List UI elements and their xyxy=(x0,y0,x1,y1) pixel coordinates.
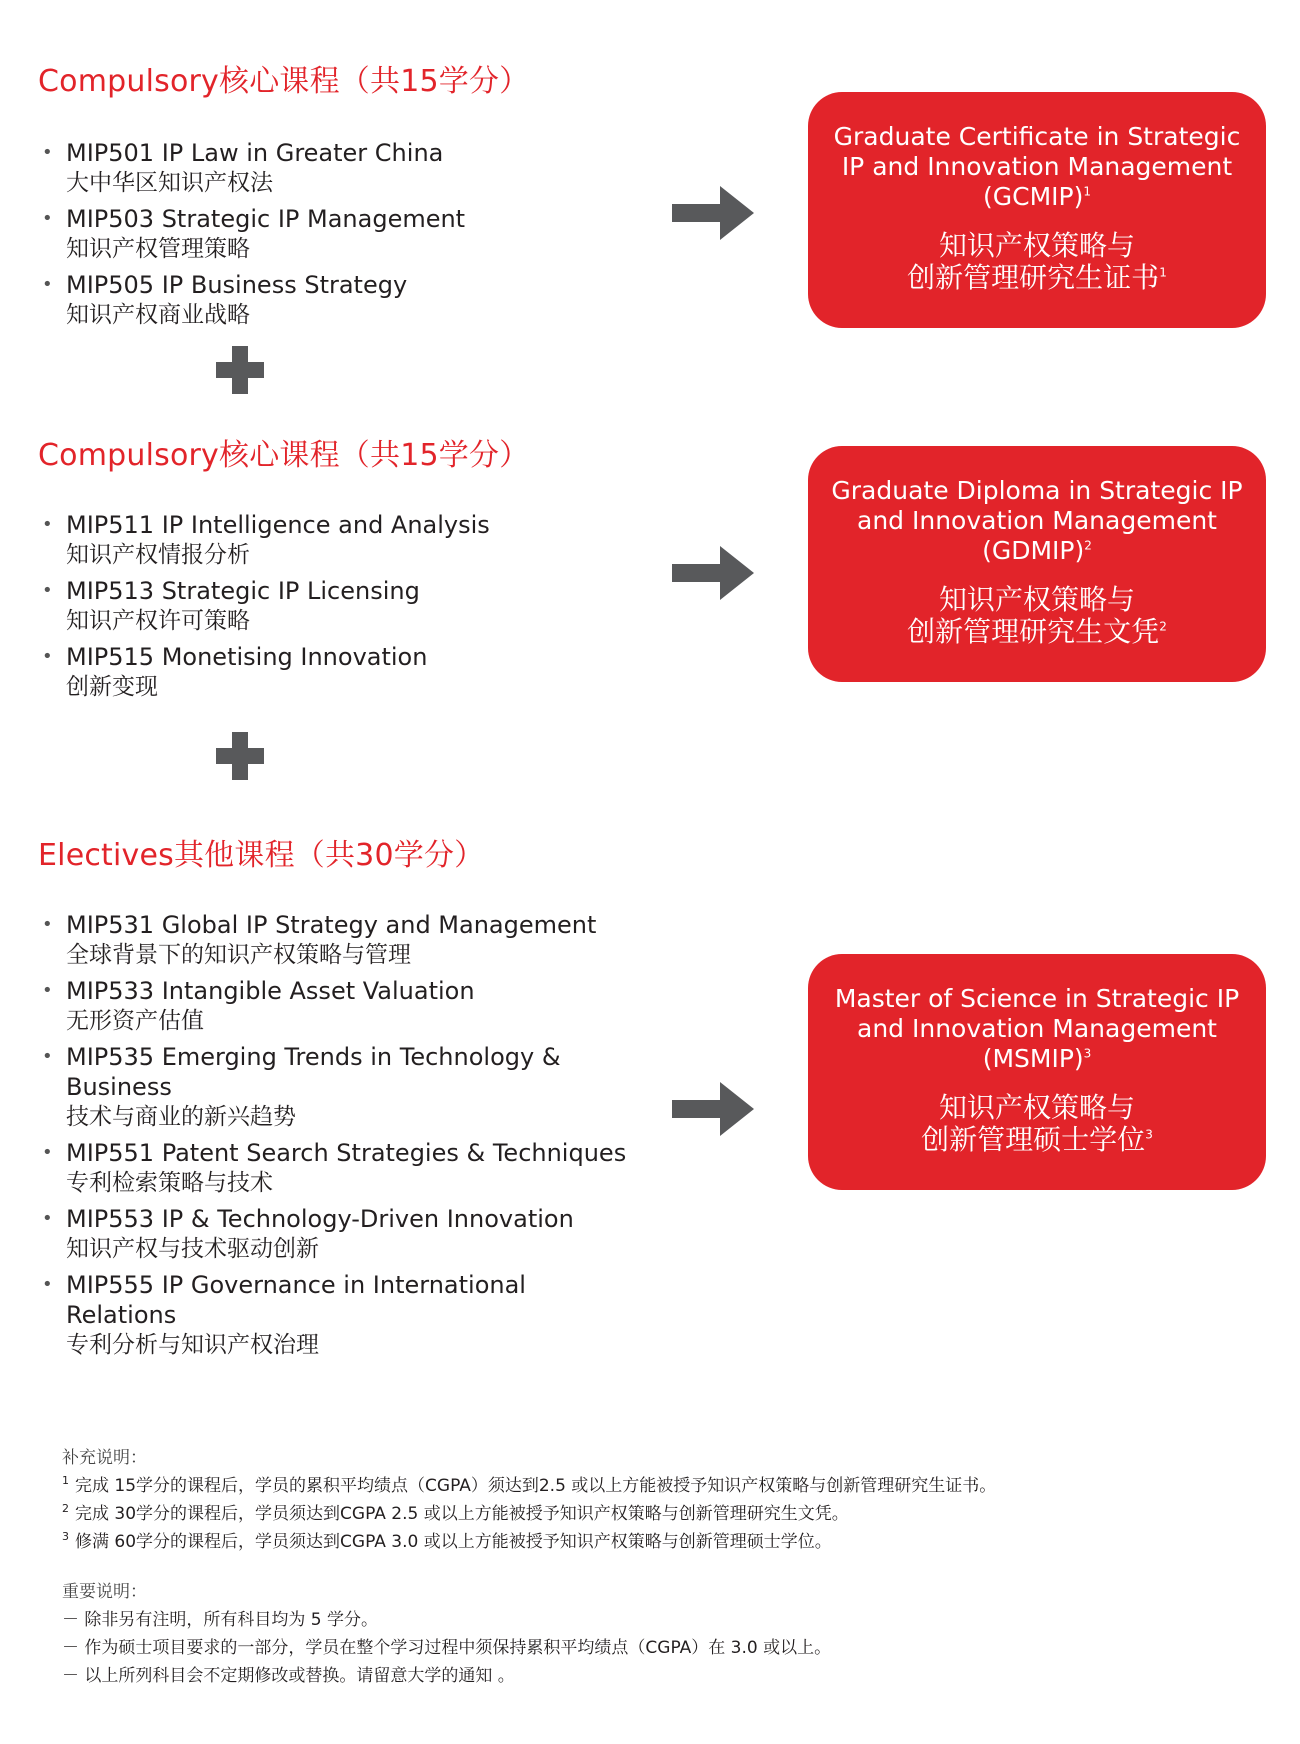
course-name-en: MIP531 Global IP Strategy and Management xyxy=(66,911,597,939)
footnote-line: $^2$ 完成 30学分的课程后，学员须达到CGPA 2.5 或以上方能被授予知识产权策略与创新管理研究生文凭。 xyxy=(62,1502,849,1524)
important-heading: 重要说明： xyxy=(62,1582,147,1602)
course-name-en: MIP553 IP & Technology-Driven Innovation xyxy=(66,1205,574,1233)
section-title: Compulsory核心课程（共15学分） xyxy=(38,64,530,99)
course-name-zh: 大中华区知识产权法 xyxy=(66,170,273,196)
course-name-en: MIP501 IP Law in Greater China xyxy=(66,139,444,167)
course-name-en: MIP503 Strategic IP Management xyxy=(66,205,466,233)
footnote-line: $^3$ 修满 60学分的课程后，学员须达到CGPA 3.0 或以上方能被授予知识产权策略与创新管理硕士学位。 xyxy=(62,1530,832,1552)
course-name-zh: 专利分析与知识产权治理 xyxy=(66,1332,319,1358)
award-abbr: (GCMIP)$^1$ xyxy=(983,182,1091,211)
list-item xyxy=(40,1138,660,1198)
course-name-en: MIP535 Emerging Trends in Technology & Business xyxy=(66,1043,561,1101)
award-title-en: Master of Science in Strategic IP and Innovation Management xyxy=(834,984,1240,1043)
bullet-icon: • xyxy=(42,1046,53,1067)
bullet-icon: • xyxy=(42,980,53,1001)
course-name-zh: 技术与商业的新兴趋势 xyxy=(66,1104,296,1130)
list-item xyxy=(40,270,680,330)
course-name-en: MIP555 IP Governance in International Relations xyxy=(66,1271,526,1329)
bullet-icon: • xyxy=(42,142,53,163)
course-name-zh: 创新变现 xyxy=(66,674,158,700)
course-name-en: MIP551 Patent Search Strategies & Techniques xyxy=(66,1139,627,1167)
course-name-zh: 知识产权与技术驱动创新 xyxy=(66,1236,319,1262)
footnote-line: $^1$ 完成 15学分的课程后，学员的累积平均绩点（CGPA）须达到2.5 或以上方能被授予知识产权策略与创新管理研究生证书。 xyxy=(62,1474,997,1496)
course-name-zh: 知识产权商业战略 xyxy=(66,302,250,328)
award-title-en: Graduate Certificate in Strategic IP and Innovation Management xyxy=(833,122,1241,181)
important-note: － 作为硕士项目要求的一部分，学员在整个学习过程中须保持累积平均绩点（CGPA）在 3.0 或以上。 xyxy=(62,1638,832,1658)
course-name-en: MIP515 Monetising Innovation xyxy=(66,643,428,671)
award-card-gcmip xyxy=(808,92,1266,328)
course-list xyxy=(40,910,660,1366)
bullet-icon: • xyxy=(42,514,53,535)
list-item xyxy=(40,204,680,264)
award-title-en: Graduate Diploma in Strategic IP and Innovation Management xyxy=(831,476,1243,535)
course-name-zh: 知识产权情报分析 xyxy=(66,542,250,568)
supplement-heading: 补充说明： xyxy=(62,1448,147,1468)
arrow-right-icon xyxy=(672,546,754,600)
bullet-icon: • xyxy=(42,580,53,601)
bullet-icon: • xyxy=(42,1142,53,1163)
section-title: Compulsory核心课程（共15学分） xyxy=(38,438,530,473)
course-name-zh: 知识产权管理策略 xyxy=(66,236,250,262)
list-item xyxy=(40,910,660,970)
course-name-zh: 知识产权许可策略 xyxy=(66,608,250,634)
list-item xyxy=(40,976,660,1036)
list-item xyxy=(40,576,680,636)
award-abbr: (MSMIP)$^3$ xyxy=(982,1044,1092,1073)
course-name-en: MIP533 Intangible Asset Valuation xyxy=(66,977,475,1005)
course-name-en: MIP511 IP Intelligence and Analysis xyxy=(66,511,490,539)
course-name-en: MIP513 Strategic IP Licensing xyxy=(66,577,420,605)
arrow-right-icon xyxy=(672,1082,754,1136)
list-item xyxy=(40,642,680,702)
award-title-zh: 知识产权策略与 创新管理研究生证书$^1$ xyxy=(907,229,1167,294)
bullet-icon: • xyxy=(42,1208,53,1229)
bullet-icon: • xyxy=(42,646,53,667)
important-note: － 除非另有注明，所有科目均为 5 学分。 xyxy=(62,1610,379,1630)
course-name-zh: 全球背景下的知识产权策略与管理 xyxy=(66,942,411,968)
course-list xyxy=(40,138,680,336)
list-item xyxy=(40,138,680,198)
list-item xyxy=(40,1042,626,1132)
course-list xyxy=(40,510,680,708)
award-title-zh: 知识产权策略与 创新管理硕士学位$^3$ xyxy=(921,1091,1153,1156)
arrow-right-icon xyxy=(672,186,754,240)
course-name-zh: 专利检索策略与技术 xyxy=(66,1170,273,1196)
award-card-msmip xyxy=(808,954,1266,1190)
award-title-zh: 知识产权策略与 创新管理研究生文凭$^2$ xyxy=(907,583,1167,648)
bullet-icon: • xyxy=(42,274,53,295)
important-note: － 以上所列科目会不定期修改或替换。请留意大学的通知 。 xyxy=(62,1666,515,1686)
award-card-gdmip xyxy=(808,446,1266,682)
section-title: Electives其他课程（共30学分） xyxy=(38,838,485,873)
bullet-icon: • xyxy=(42,1274,53,1295)
bullet-icon: • xyxy=(42,914,53,935)
course-name-zh: 无形资产估值 xyxy=(66,1008,204,1034)
bullet-icon: • xyxy=(42,208,53,229)
plus-icon xyxy=(216,732,264,780)
plus-icon xyxy=(216,346,264,394)
footnotes xyxy=(62,1444,1242,1690)
list-item xyxy=(40,1270,606,1360)
award-abbr: (GDMIP)$^2$ xyxy=(982,536,1092,565)
list-item xyxy=(40,510,680,570)
list-item xyxy=(40,1204,660,1264)
course-name-en: MIP505 IP Business Strategy xyxy=(66,271,408,299)
